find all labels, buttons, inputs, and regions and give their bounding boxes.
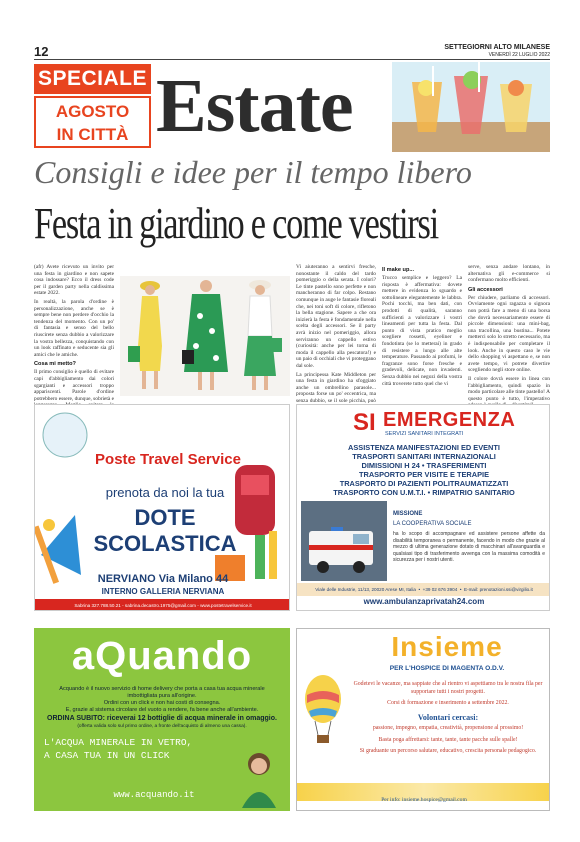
paragraph: Il colore dovrà essere in linea con l'abbigliamento, quindi spazio in modo particolare alle tinte pastello! A questo punto è tutto, l'imperativo bbox=[468, 375, 550, 402]
page-header bbox=[34, 44, 550, 60]
slogan-line: L'ACQUA MINERALE IN VETRO, bbox=[44, 737, 193, 748]
mission-title: MISSIONE bbox=[393, 511, 423, 517]
emergenza-brand: EMERGENZA bbox=[383, 409, 516, 431]
poste-contacts: Sabrina 327.788.50.21 - sabrina.decastro.1975@gmail.com - www.postetravelservice.it bbox=[35, 599, 290, 611]
emergenza-phone: +39 02 676 3904 bbox=[422, 587, 458, 592]
ad-acquando[interactable] bbox=[34, 628, 290, 811]
emergenza-tagline: SERVIZI SANITARI INTEGRATI bbox=[385, 431, 464, 437]
service-line: TRASPORTO DI PAZIENTI POLITRAUMATIZZATI bbox=[339, 479, 509, 488]
article-column-3 bbox=[296, 264, 376, 404]
insieme-text: Godetevi le vacanze, ma sappiate che al rientro vi aspettiamo tra le nostra fila per supportare tutti i nostri progetti. bbox=[353, 681, 543, 695]
ad-poste-travel[interactable] bbox=[34, 404, 290, 611]
poste-line1: prenota da noi la tua bbox=[105, 485, 225, 500]
ad-si-emergenza[interactable] bbox=[296, 404, 550, 611]
poste-address: NERVIANO Via Milano 44 bbox=[97, 573, 229, 585]
ad-insieme[interactable] bbox=[296, 628, 550, 811]
article-headline: Festa in giardino e come vestirsi bbox=[34, 199, 438, 248]
service-line: DIMISSIONI H 24 • TRASFERIMENTI bbox=[361, 461, 487, 470]
emergenza-services bbox=[301, 443, 547, 497]
subheading: Gli accessori bbox=[468, 286, 503, 293]
service-line: TRASPORTO PER VISITE E TERAPIE bbox=[358, 470, 490, 479]
acquando-text: Acquando è il nuovo servizio di home delivery che porta a casa tua acqua minerale imbottigliata pura all'origine. bbox=[59, 686, 265, 699]
hot-air-balloon-icon bbox=[301, 669, 345, 759]
acquando-slogan bbox=[44, 736, 234, 762]
insieme-body bbox=[353, 681, 543, 756]
slogan-line: A CASA TUA IN UN CLICK bbox=[44, 750, 170, 761]
subheading: Cosa mi metto? bbox=[34, 361, 76, 368]
page-number: 12 bbox=[34, 44, 49, 59]
emergenza-address: Viale delle Industrie, 11/13, 20020 Arese MI, Italia bbox=[315, 587, 416, 592]
acquando-text: E, grazie al sistema circolare del vuoto a rendere, fa bene anche all'ambiente. bbox=[65, 707, 259, 713]
paper-date: VENERDÌ 22 LUGLIO 2022 bbox=[488, 52, 550, 58]
poste-brand: Poste Travel Service bbox=[95, 451, 241, 468]
agosto-line2: IN CITTÀ bbox=[56, 125, 129, 144]
acquando-offer: ORDINA SUBITO: riceverai 12 bottiglie di acqua minerale in omaggio. bbox=[47, 715, 277, 722]
fashion-photo bbox=[120, 276, 290, 396]
insieme-info[interactable]: Per info: insieme.hospice@gmail.com bbox=[381, 797, 467, 803]
paragraph: In realtà, la parola d'ordine è personalizzazione, anche se è sempre bene non perdere d'occhio la tendenza del momento. Con un po' di fantasia e senso del bello riuscirete senza dubbio a valorizzare la vostra bellezza, conquistando con un look raffinato e seducente sia gli amici che le amiche. bbox=[34, 298, 114, 358]
insieme-text: Corsi di formazione e inserimento a settembre 2022. bbox=[387, 700, 509, 706]
paragraph: Per chiudere, parliamo di accessori. Ovviamente ogni ragazza o signora non potrà fare a meno di una borsa che dovrà necessariamente essere di piccole dimensioni: una mini-bag, una tracollina, una bustina... Potete metterci solo lo stretto necessario, ma è indispensabile per completare il look. Anche in questo caso le vie dello shopping vi aspettano e, se non avete tempo, vi potrete divertire scegliendo negli store online. bbox=[468, 294, 550, 374]
insieme-heading: Volontari cercasi: bbox=[417, 712, 479, 722]
paragraph: Il primo consiglio è quello di evitare capi d'abbigliamento dai colori sgargianti e accessori troppo appariscenti. Parole d'ordine potrebbero essere, dunque, sobrietà e bbox=[34, 369, 114, 402]
mission-subtitle: LA COOPERATIVA SOCIALE bbox=[393, 521, 472, 527]
agosto-box bbox=[34, 96, 151, 148]
insieme-subtitle: PER L'HOSPICE DI MAGENTA O.D.V. bbox=[389, 665, 505, 672]
woman-photo bbox=[234, 748, 284, 808]
article-column-4 bbox=[382, 264, 462, 404]
paragraph: La principessa Kate Middleton per una festa in giardino ha sfoggiato anche un ombrellino parasole... proposta forse un po' eccentrica, ma senza dubbio, se il sole picchia, può bbox=[296, 371, 376, 404]
subheading: Il make up... bbox=[382, 267, 415, 273]
emergenza-logo-mark: SI bbox=[353, 409, 376, 436]
article-column-1 bbox=[34, 264, 114, 404]
emergenza-logo bbox=[353, 409, 523, 437]
insieme-title: Insieme bbox=[391, 631, 503, 662]
acquando-text: Ordini con un click e non hai costi di consegna. bbox=[103, 700, 221, 706]
insieme-text: passione, impegno, empatia, creatività, propensione al prossimo! bbox=[372, 725, 524, 731]
mission-text: ha lo scopo di accompagnare ed assistere persone affette da disabilità temporanea o permanente, facendo in modo che grazie al mezzo di ultima generazione dotato di macchinari all'avanguardia e qualsiasi tipo di trasferimento avvenga con la massima comodità e sicurezza per i nostri utenti. bbox=[393, 531, 545, 564]
poste-gallery: INTERNO GALLERIA NERVIANA bbox=[101, 587, 225, 596]
paper-name: SETTEGIORNI ALTO MILANESE bbox=[444, 44, 550, 51]
paragraph: Vi aiuteranno a sentirvi fresche, nonostante il caldo del tardo pomeriggio o della serata. I colori? Le tinte pastello sono perfette e non mancheranno di far colpo. Restano comunque in auge le fantasie floreali che, nei toni soft di colore, rifletono la bella stagione. Sapere a che ora inizierà la festa è fondamentale nella scelta degli accessori. Se il party avrà inizio nel pomeriggio, allora serviranno un cappello estivo (curiosità: anche per lei torna di moda il cappello alla pescatora!) e un paio di occhiali che vi proteggano dal sole. bbox=[296, 264, 376, 369]
emergenza-contacts: Viale delle Industrie, 11/13, 20020 Arese MI, Italia • +39 02 676 3904 • E-mail: prenotazioni.ssi@virgilio.it bbox=[297, 583, 550, 596]
insieme-text: Si graduante un percorso salutare, educativo, crescita personale pedagogico. bbox=[359, 748, 537, 754]
acquando-logo: aQuando bbox=[71, 634, 253, 678]
acquando-note: (offerta valida solo sul primo ordine, a fronte dell'acquisto di almeno una cassa). bbox=[77, 724, 247, 729]
poste-line2: DOTE bbox=[134, 505, 196, 530]
paragraph: Trucco semplice e leggero? La risposta è affermativa: dovete mettere in evidenza lo sguardo e sottolineare elegantemente le labbra. Pochi tocchi, ma ben dati, con prodotti di qualità, saranno sufficienti a valorizzare i vostri lineamenti per tutta la festa. Dal punto di vista pratico meglio scegliere rossetti, eyeliner e fondotinta (se lo metterai) in grado di resistere a lungo alle alte temperature. Passando ai profumi, le fragranze sono forse fresche e gradevoli, delicate, non invadenti. Senza dubbio nei negozi della vostra città troverete tutto quel che vi bbox=[382, 275, 462, 387]
ambulance-illustration bbox=[301, 501, 387, 581]
article-column-5 bbox=[468, 264, 550, 404]
service-line: TRASPORTO CON U.M.T.I. • RIMPATRIO SANITARIO bbox=[333, 488, 515, 497]
acquando-body bbox=[44, 686, 280, 730]
speciale-badge: SPECIALE bbox=[34, 64, 151, 94]
section-subtitle: Consigli e idee per il tempo libero bbox=[34, 154, 472, 190]
poste-line3: SCOLASTICA bbox=[93, 531, 237, 556]
service-line: TRASPORTI SANITARI INTERNAZIONALI bbox=[352, 452, 496, 461]
acquando-web[interactable]: www.acquando.it bbox=[113, 790, 195, 800]
service-line: ASSISTENZA MANIFESTAZIONI ED EVENTI bbox=[348, 443, 500, 452]
insieme-text: Basta poga affrettarsi: tante, tante, tante pacche sulle spalle! bbox=[378, 736, 518, 743]
section-title: Estate bbox=[156, 64, 353, 148]
agosto-line1: AGOSTO bbox=[55, 102, 130, 121]
emergenza-web[interactable]: www.ambulanzaprivatah24.com bbox=[363, 597, 485, 606]
paragraph: serve, senza andare lontano, in alternativa gli e-commerce si confermano molto efficienti. bbox=[468, 264, 550, 284]
paragraph: (afr) Avete ricevuto un invito per una festa in giardino e non sapete cosa indossare? Ecco il dress code per il garden party nella caldissima estate 2022. bbox=[34, 264, 114, 297]
hero-drinks-image bbox=[392, 62, 550, 152]
emergenza-email: E-mail: prenotazioni.ssi@virgilio.it bbox=[464, 587, 533, 592]
